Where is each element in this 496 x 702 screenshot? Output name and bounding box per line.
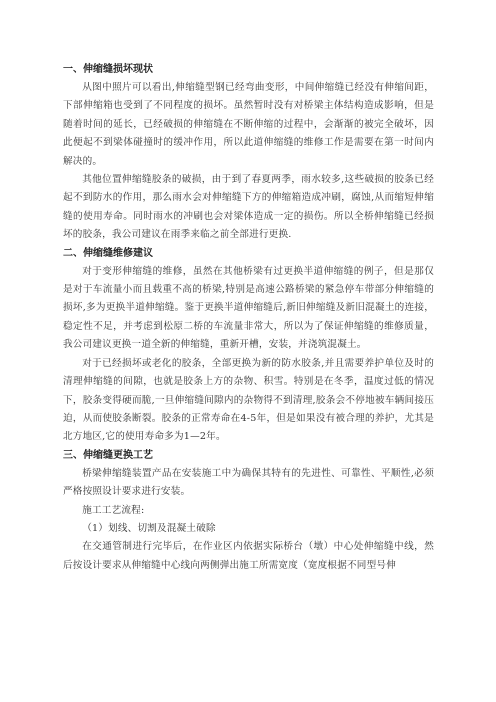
paragraph: 从图中照片可以看出,伸缩缝型钢已经弯曲变形，中间伸缩缝已经没有伸缩间距，下部伸缩箱也受到了不同程度的损坏。虽然暂时没有对桥梁主体结构造成影响，但是随着时间的延长，已经破损的伸缩缝在不断伸缩的过程中，会渐渐的被完全破坏，因此便起不到梁体碰撞时的缓冲作用，所以此道伸缩缝的维修工作是需要在第一时间内解决的。	[63, 82, 434, 167]
section-heading-replacement-process: 三、伸缩缝更换工艺	[63, 449, 153, 461]
paragraph: 对于变形伸缩缝的维修，虽然在其他桥梁有过更换半道伸缩缝的例子，但是那仅是对于车流量小而且载重不高的桥梁,特别是高速公路桥梁的紧急停车带部分伸缩缝的损坏,多为更换半道伸缩缝。鉴于更换半道伸缩缝后,新旧伸缩缝及新旧混凝土的连接，稳定性不足，并考虑到松原二桥的车流量非常大，所以为了保证伸缩缝的维修质量，我公司建议更换一道全新的伸缩缝，重新开槽，安装，并浇筑混凝土。	[63, 265, 434, 351]
section-heading-repair-suggestions: 二、伸缩缝维修建议	[63, 247, 153, 259]
paragraph: 在交通管制进行完毕后，在作业区内依据实际桥台（墩）中心处伸缩缝中线，然后按设计要求从伸缩缝中心线向两侧弹出施工所需宽度（宽度根据不同型号伸	[63, 541, 434, 571]
paragraph: 其他位置伸缩缝胶条的破损，由于到了春夏两季，雨水较多,这些破损的胶条已经起不到防水的作用，那么雨水会对伸缩缝下方的伸缩箱造成冲刷，腐蚀,从而缩短伸缩缝的使用寿命。同时雨水的冲刷也会对梁体造成一定的损伤。所以全桥伸缩缝已经损坏的胶条，我公司建议在雨季来临之前全部进行更换.	[63, 174, 434, 241]
paragraph: 施工工艺流程:	[82, 504, 145, 516]
section-heading-damage-status: 一、伸缩缝损坏现状	[63, 64, 153, 75]
paragraph: （1）划线、切割及混凝土破除	[82, 522, 216, 534]
paragraph: 桥梁伸缩缝装置产品在安装施工中为确保其特有的先进性、可靠性、平顺性,必须严格按照设计要求进行安装。	[63, 467, 434, 498]
paragraph: 对于已经损坏或老化的胶条，全部更换为新的防水胶条,并且需要养护单位及时的清理伸缩缝的间隙，也就是胶条上方的杂物、积雪。特别是在冬季，温度过低的情况下，胶条变得硬而脆,一旦伸缩缝间隙内的杂物得不到清理,胶条会不停地被车辆间接压迫，从而使胶条断裂。胶条的正常寿命在4-5年，但是如果没有被合理的养护，尤其是北方地区,它的使用寿命多为1—2年。	[63, 357, 434, 443]
